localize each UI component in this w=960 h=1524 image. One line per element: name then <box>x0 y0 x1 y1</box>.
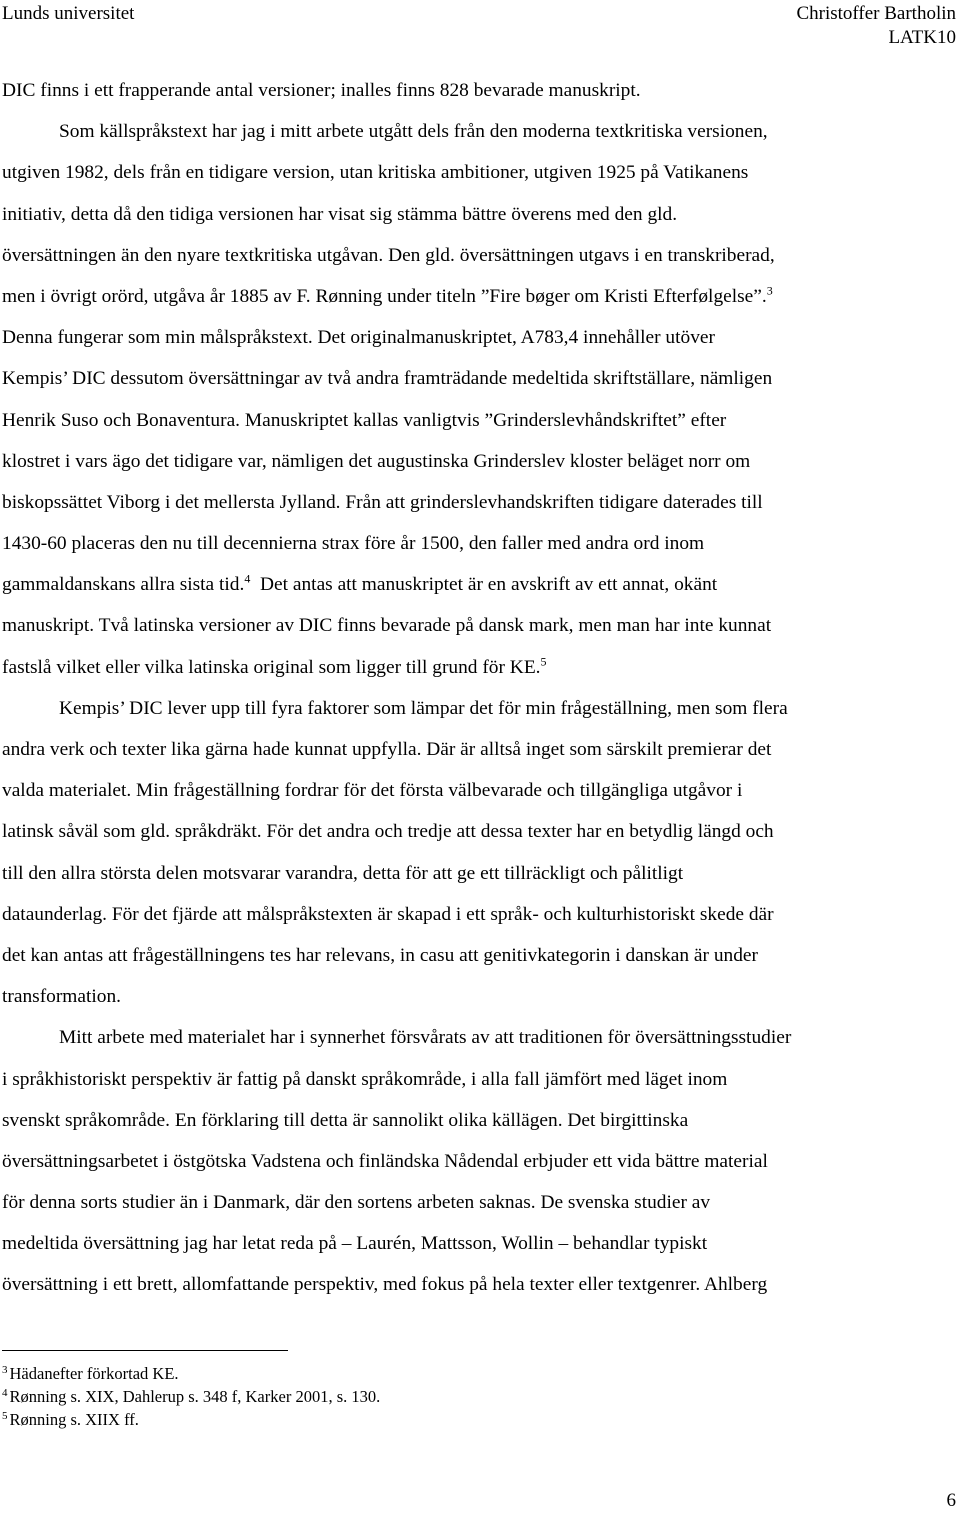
footnote-ref[interactable]: 5 <box>540 654 547 669</box>
text-line: Kempis’ DIC dessutom översättningar av två andra framträdande medeltida skriftställare, nämligen <box>2 368 773 390</box>
text-segment: fastslå vilket eller vilka latinska original som ligger till grund för KE. <box>2 656 541 678</box>
footnote-ref[interactable]: 4 <box>244 571 251 586</box>
text-line: Som källspråkstext har jag i mitt arbete utgått dels från den moderna textkritiska versionen, <box>59 121 768 143</box>
text-line: översättningen än den nyare textkritiska utgåvan. Den gld. översättningen utgavs i en transkriberad, <box>2 244 775 266</box>
text-line: manuskript. Två latinska versioner av DIC finns bevarade på dansk mark, men man har inte kunnat <box>2 615 772 637</box>
footnotes <box>2 1362 380 1431</box>
text-line: i språkhistoriskt perspektiv är fattig på danskt språkområde, i alla fall jämfört med läget inom <box>2 1068 728 1090</box>
text-line: Henrik Suso och Bonaventura. Manuskriptet kallas vanligtvis ”Grinderslevhåndskriftet” efter <box>2 409 727 431</box>
text-line: latinsk såväl som gld. språkdräkt. För det andra och tredje att dessa texter har en betydlig längd och <box>2 821 774 843</box>
footnote-number: 5 <box>2 1409 8 1422</box>
text-line: valda materialet. Min frågeställning fordrar för det första välbevarade och tillgängliga utgåvor i <box>2 780 743 802</box>
text-line: initiativ, detta då den tidiga versionen har visat sig stämma bättre överens med den gld. <box>2 203 678 225</box>
text-line: 1430-60 placeras den nu till decennierna strax före år 1500, den faller med andra ord inom <box>2 533 705 555</box>
text-line: medeltida översättning jag har letat reda på – Laurén, Mattsson, Wollin – behandlar typiskt <box>2 1233 708 1255</box>
text-line: Denna fungerar som min målspråkstext. Det originalmanuskriptet, A783,4 innehåller utöver <box>2 327 715 349</box>
text-line: till den allra största delen motsvarar varandra, detta för att ge ett tillräckligt och pålitligt <box>2 862 684 884</box>
footnote-item <box>2 1362 380 1385</box>
footnote-text: Rønning s. XIX, Dahlerup s. 348 f, Karker 2001, s. 130. <box>9 1387 381 1406</box>
text-line: klostret i vars ägo det tidigare var, nämligen det augustinska Grinderslev kloster beläget norr om <box>2 450 751 472</box>
text-line: dataunderlag. För det fjärde att målspråkstexten är skapad i ett språk- och kulturhistoriskt skede där <box>2 903 774 925</box>
footnote-number: 3 <box>2 1363 8 1376</box>
text-segment: men i övrigt orörd, utgåva år 1885 av F. Rønning under titeln ”Fire bøger om Kristi Efterfølgelse”. <box>2 285 767 307</box>
footnote-number: 4 <box>2 1386 8 1399</box>
footnote-item <box>2 1385 380 1408</box>
body-text <box>2 70 954 1306</box>
text-line: transformation. <box>2 986 122 1008</box>
text-segment: Det antas att manuskriptet är en avskrift av ett annat, okänt <box>260 574 718 596</box>
header-course: LATK10 <box>888 27 956 48</box>
text-line: utgiven 1982, dels från en tidigare version, utan kritiska ambitioner, utgiven 1925 på Vatikanens <box>2 162 749 184</box>
text-line: svenskt språkområde. En förklaring till detta är sannolikt olika källägen. Det birgittinska <box>2 1109 689 1131</box>
text-line: Mitt arbete med materialet har i synnerhet försvårats av att traditionen för översättningsstudier <box>59 1027 792 1049</box>
footnote-text: Rønning s. XIIX ff. <box>9 1410 139 1429</box>
text-line: DIC finns i ett frapperande antal versioner; inalles finns 828 bevarade manuskript. <box>2 80 641 101</box>
footnote-divider <box>2 1350 288 1351</box>
text-line: biskopssättet Viborg i det mellersta Jylland. Från att grinderslevhandskriften tidigare daterades till <box>2 491 763 513</box>
text-line <box>2 276 954 317</box>
text-line: det kan antas att frågeställningens tes har relevans, in casu att genitivkategorin i danskan är under <box>2 944 758 966</box>
footnote-text: Hädanefter förkortad KE. <box>9 1364 179 1383</box>
page-number: 6 <box>946 1490 956 1511</box>
header-institution: Lunds universitet <box>2 3 135 24</box>
text-line: översättning i ett brett, allomfattande perspektiv, med fokus på hela texter eller textgenrer. Ahlberg <box>2 1274 768 1296</box>
text-line: översättningsarbetet i östgötska Vadstena och finländska Nådendal erbjuder ett vida bättre material <box>2 1150 768 1172</box>
text-segment: gammaldanskans allra sista tid. <box>2 574 245 596</box>
footnote-ref[interactable]: 3 <box>766 283 773 298</box>
text-line: andra verk och texter lika gärna hade kunnat uppfylla. Där är alltså inget som särskilt premierar det <box>2 739 772 760</box>
footnote-item <box>2 1408 380 1431</box>
text-line: för denna sorts studier än i Danmark, där den sortens arbeten saknas. De svenska studier av <box>2 1192 711 1214</box>
header-author: Christoffer Bartholin <box>796 3 956 24</box>
text-line <box>2 564 954 605</box>
header-author-block <box>796 2 956 50</box>
text-line: Kempis’ DIC lever upp till fyra faktorer som lämpar det för min frågeställning, men som flera <box>59 697 788 719</box>
text-line <box>2 647 954 688</box>
